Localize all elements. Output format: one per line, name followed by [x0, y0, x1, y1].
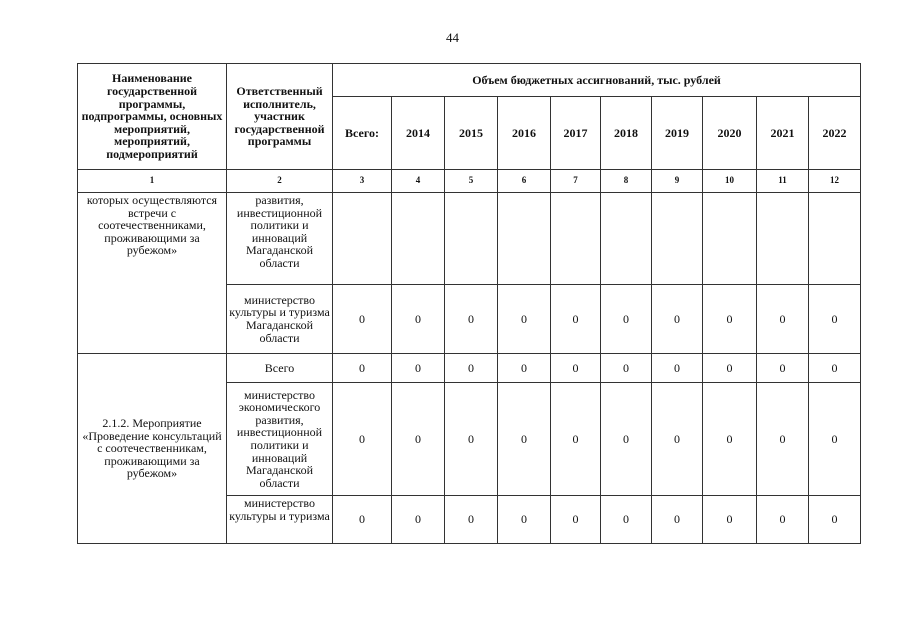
- column-number: 10: [703, 170, 757, 193]
- header-name: Наименование государственной программы, подпрограммы, основных мероприятий, мероприятий, подмероприятий: [78, 64, 227, 170]
- column-number: 4: [392, 170, 445, 193]
- value-cell: 0: [757, 285, 809, 354]
- value-cell: 0: [551, 496, 601, 544]
- value-cell: [333, 193, 392, 285]
- value-cell: [445, 193, 498, 285]
- value-cell: 0: [392, 496, 445, 544]
- column-number: 9: [652, 170, 703, 193]
- value-cell: [703, 193, 757, 285]
- value-cell: 0: [392, 354, 445, 383]
- value-cell: 0: [601, 496, 652, 544]
- table-row: [78, 193, 861, 285]
- value-cell: 0: [703, 496, 757, 544]
- value-cell: 0: [392, 285, 445, 354]
- header-row: [78, 64, 861, 97]
- executor-cell: министерство культуры и туризма Магаданской области: [227, 285, 333, 354]
- value-cell: [392, 193, 445, 285]
- value-cell: 0: [652, 496, 703, 544]
- program-name-cell: 2.1.2. Мероприятие «Проведение консультаций с соотечественникам, проживающими за рубежом»: [78, 354, 227, 544]
- value-cell: 0: [333, 383, 392, 496]
- year-header: 2015: [445, 97, 498, 170]
- column-number: 11: [757, 170, 809, 193]
- value-cell: [498, 193, 551, 285]
- value-cell: 0: [652, 383, 703, 496]
- value-cell: 0: [757, 383, 809, 496]
- year-header: 2022: [809, 97, 861, 170]
- value-cell: 0: [703, 354, 757, 383]
- year-header: 2016: [498, 97, 551, 170]
- value-cell: 0: [551, 383, 601, 496]
- year-header: 2020: [703, 97, 757, 170]
- value-cell: 0: [333, 496, 392, 544]
- value-cell: 0: [333, 285, 392, 354]
- executor-cell: министерство экономического развития, инвестиционной политики и инноваций Магаданской области: [227, 383, 333, 496]
- year-header: 2014: [392, 97, 445, 170]
- value-cell: 0: [498, 383, 551, 496]
- value-cell: [652, 193, 703, 285]
- year-header: 2017: [551, 97, 601, 170]
- value-cell: 0: [703, 285, 757, 354]
- year-header: 2021: [757, 97, 809, 170]
- budget-table: [77, 63, 861, 544]
- value-cell: 0: [445, 285, 498, 354]
- value-cell: 0: [601, 383, 652, 496]
- year-header: 2019: [652, 97, 703, 170]
- value-cell: 0: [601, 354, 652, 383]
- column-number: 5: [445, 170, 498, 193]
- value-cell: 0: [392, 383, 445, 496]
- header-budget: Объем бюджетных ассигнований, тыс. рублей: [333, 64, 861, 97]
- value-cell: 0: [652, 354, 703, 383]
- column-number: 2: [227, 170, 333, 193]
- value-cell: 0: [445, 383, 498, 496]
- value-cell: 0: [757, 496, 809, 544]
- year-header: Всего:: [333, 97, 392, 170]
- header-executor: Ответственный исполнитель, участник государственной программы: [227, 64, 333, 170]
- value-cell: 0: [498, 496, 551, 544]
- value-cell: [601, 193, 652, 285]
- column-number: 3: [333, 170, 392, 193]
- value-cell: 0: [703, 383, 757, 496]
- value-cell: 0: [809, 285, 861, 354]
- value-cell: 0: [809, 383, 861, 496]
- value-cell: 0: [498, 354, 551, 383]
- table-row: [78, 354, 861, 383]
- value-cell: 0: [333, 354, 392, 383]
- value-cell: 0: [551, 354, 601, 383]
- value-cell: [551, 193, 601, 285]
- column-number: 6: [498, 170, 551, 193]
- value-cell: [809, 193, 861, 285]
- value-cell: 0: [652, 285, 703, 354]
- year-header: 2018: [601, 97, 652, 170]
- program-name-cell: которых осуществляются встречи с соотечественниками, проживающими за рубежом»: [78, 193, 227, 354]
- executor-cell: развития, инвестиционной политики и инноваций Магаданской области: [227, 193, 333, 285]
- value-cell: 0: [601, 285, 652, 354]
- page-number: 44: [446, 30, 459, 45]
- value-cell: 0: [809, 496, 861, 544]
- executor-cell: Всего: [227, 354, 333, 383]
- value-cell: 0: [809, 354, 861, 383]
- value-cell: 0: [445, 354, 498, 383]
- column-number: 7: [551, 170, 601, 193]
- value-cell: [757, 193, 809, 285]
- value-cell: 0: [445, 496, 498, 544]
- column-number: 1: [78, 170, 227, 193]
- column-number-row: [78, 170, 861, 193]
- executor-cell: министерство культуры и туризма: [227, 496, 333, 544]
- column-number: 12: [809, 170, 861, 193]
- value-cell: 0: [757, 354, 809, 383]
- value-cell: 0: [498, 285, 551, 354]
- value-cell: 0: [551, 285, 601, 354]
- column-number: 8: [601, 170, 652, 193]
